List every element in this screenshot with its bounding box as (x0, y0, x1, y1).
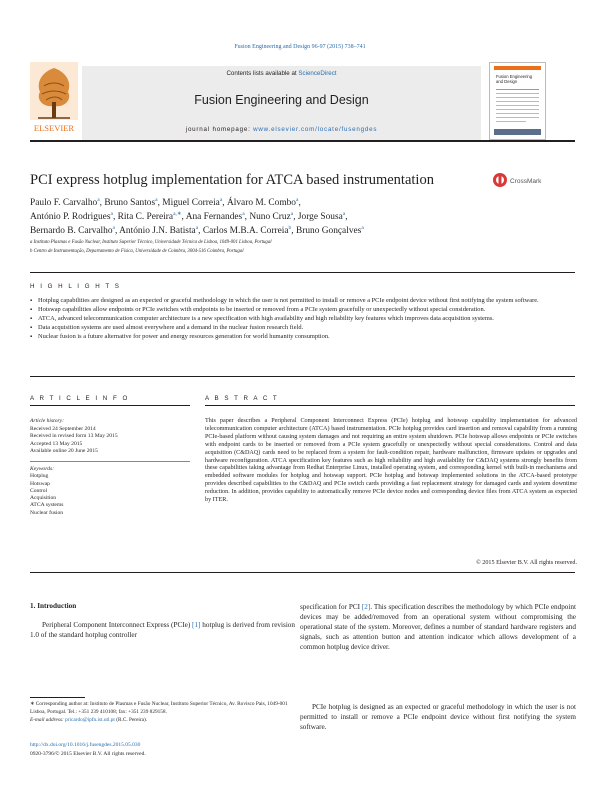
highlight-item: ▪ ATCA, advanced telecommunication computer architecture is a new specification with high availability and high reliability key features which improves data acquisition systems. (30, 315, 562, 324)
affil-marker: a (342, 210, 346, 217)
journal-cover-thumbnail[interactable] (489, 62, 546, 140)
keyword: ATCA systems (30, 502, 64, 509)
author-list (30, 196, 500, 238)
affiliation-a: a Instituto Plasmas e Fusão Nuclear, Instituto Superior Técnico, Universidade Técnica de Lisboa, 1049-001 Lisboa, Portugal (30, 240, 272, 245)
abstract-rule (205, 405, 575, 406)
history-item: Received 24 September 2014 (30, 425, 96, 432)
history-item: Received in revised form 13 May 2015 (30, 433, 118, 439)
author-name[interactable]: , Jorge Sousa (293, 212, 343, 223)
author-name[interactable]: Bernardo B. Carvalho (30, 226, 113, 237)
homepage-link[interactable]: www.elsevier.com/locate/fusengdes (253, 126, 378, 133)
issn-line: 0920-3796/© 2015 Elsevier B.V. All rights reserved. (30, 751, 146, 757)
highlight-item: ▪ Hotswap capabilities allow endpoints or PCIe switches with endpoints to be inserted or removed from a PCIe system gracefully or unexpectedly without special consideration. (30, 306, 562, 315)
contents-prefix: Contents lists available at (226, 70, 299, 77)
history-item: Accepted 13 May 2015 (30, 440, 83, 447)
affil-marker: a (219, 196, 223, 203)
email-link[interactable]: pricardo@ipfn.ist.utl.pt (65, 716, 115, 723)
elsevier-tree-logo[interactable] (30, 62, 78, 136)
affiliation-b: b Centro de Instrumentação, Departamento de Física, Universidade de Coimbra, 3004-516 Coimbra, Portugal (30, 249, 244, 254)
cover-title-line2: and Design (496, 79, 518, 84)
author-name[interactable]: , Miguel Correia (157, 198, 220, 208)
keyword: Acquisition (30, 495, 57, 502)
article-info-rule (30, 405, 190, 406)
section-heading-introduction: 1. Introduction (30, 602, 77, 610)
footnote-email-line (30, 717, 295, 725)
reference-link[interactable]: [2] (361, 603, 371, 611)
footnote-text: ∗ Corresponding author at: Instituto de Plasmas e Fusão Nuclear, Instituto Superior Técnico, Av. Rovisco Pais, 1049-001 Lisboa, Portugal. Tel.: +351 239 410108; fax: +351 239 829158. (30, 701, 288, 715)
footnote-rule (30, 697, 85, 698)
article-history (30, 418, 190, 456)
history-label: Article history: (30, 418, 65, 424)
journal-citation[interactable]: Fusion Engineering and Design 96-97 (2015) 738–741 (234, 44, 366, 50)
author-name[interactable]: António P. Rodrigues (30, 212, 111, 223)
homepage-prefix: journal homepage: (185, 126, 254, 133)
keyword: Hotplug (30, 473, 49, 480)
journal-cover-image (490, 63, 545, 139)
abstract-heading: A B S T R A C T (205, 395, 279, 402)
author-line (30, 210, 500, 224)
affil-marker: a (110, 210, 113, 217)
author-line (30, 196, 500, 210)
sciencedirect-link[interactable]: ScienceDirect (298, 70, 337, 77)
reference-link[interactable]: [1] (192, 621, 201, 629)
affil-marker: a (242, 210, 245, 217)
keyword: Control (30, 487, 48, 494)
author-name[interactable]: , António J.N. Batista (114, 226, 196, 237)
affil-marker: b (288, 225, 292, 232)
author-sep: , (345, 212, 348, 223)
elsevier-wordmark: ELSEVIER (33, 123, 75, 133)
affil-marker[interactable]: a,∗ (173, 210, 182, 217)
intro-text: hotplug is derived from revision 1.0 of the standard hotplug controller (30, 621, 295, 639)
keyword: Nuclear fusion (30, 509, 64, 516)
keywords-label: Keywords: (30, 466, 55, 472)
journal-homepage (82, 126, 481, 133)
intro-text: specification for PCI (300, 603, 362, 611)
keywords (30, 466, 190, 517)
paper-title: PCI express hotplug implementation for ATCA based instrumentation (30, 172, 434, 188)
affil-marker: a (155, 196, 158, 203)
email-label: E-mail address: (30, 716, 66, 723)
intro-text: Peripheral Component Interconnect Express (PCIe) (42, 621, 193, 629)
email-suffix: (R.C. Pereira). (114, 716, 148, 723)
corresponding-author-footnote (30, 701, 295, 724)
author-name[interactable]: , Bruno Santos (99, 198, 156, 208)
section-rule (30, 572, 575, 573)
masthead-rule (30, 140, 575, 142)
author-name[interactable]: , Ana Fernandes (181, 212, 243, 223)
crossmark-label: CrossMark (510, 178, 542, 185)
author-name[interactable]: , Bruno Gonçalves (291, 226, 362, 237)
highlight-item: ▪ Hotplug capabilities are designed as an expected or graceful methodology in which the user is not permitted to install or remove a PCIe endpoint device without first notifying the system software. (30, 297, 562, 306)
author-sep: , (298, 198, 301, 208)
affil-marker: a (112, 225, 115, 232)
affil-marker: a (195, 225, 199, 232)
highlights-heading: H I G H L I G H T S (30, 283, 121, 290)
highlights-list (30, 297, 562, 342)
affil-marker: a (361, 225, 364, 232)
article-info-heading: A R T I C L E I N F O (30, 395, 130, 402)
keyword: Hotswap (30, 480, 50, 487)
section-rule (30, 272, 575, 273)
highlight-item: ▪ Data acquisition systems are used almost everywhere and a demand in the nuclear fusion research field. (30, 324, 562, 333)
author-name[interactable]: Paulo F. Carvalho (30, 198, 98, 208)
crossmark-badge[interactable] (492, 172, 562, 188)
author-name[interactable]: , Carlos M.B.A. Correia (198, 226, 289, 237)
history-item: Available online 20 June 2015 (30, 448, 98, 454)
affil-marker: a (290, 210, 294, 217)
intro-paragraph (300, 602, 576, 652)
author-name[interactable]: , Nuno Cruz (244, 212, 291, 223)
journal-title: Fusion Engineering and Design (194, 93, 369, 107)
author-name[interactable]: , Álvaro M. Combo (222, 198, 296, 208)
section-rule (30, 376, 575, 377)
highlight-item: ▪ Nuclear fusion is a future alternative for power and energy resources generation for world humanity consumption. (30, 333, 562, 342)
affil-marker: a (97, 196, 100, 203)
journal-masthead (30, 60, 575, 139)
abstract-copyright: © 2015 Elsevier B.V. All rights reserved. (476, 560, 577, 566)
contents-line (82, 70, 481, 77)
affil-marker: a (296, 196, 299, 203)
intro-paragraph (30, 620, 295, 640)
doi-link[interactable]: http://dx.doi.org/10.1016/j.fusengdes.2015.05.030 (30, 742, 141, 748)
cover-title-line1: Fusion Engineering (496, 74, 533, 79)
intro-text: . This specification describes the methodology by which PCIe endpoint devices may be added/removed from an operational system without compromising the operational state of the system. Moreover, defines a number of standard hardware registers and signals, such as attention button and attention indicator which allows development of a common hotplug device driver. (300, 603, 576, 651)
intro-paragraph: PCIe hotplug is designed as an expected or graceful methodology in which the user is not permitted to install or remove a PCIe endpoint device without first notifying the system software. (300, 703, 576, 731)
abstract-text: This paper describes a Peripheral Component Interconnect Express (PCIe) hotplug and hotswap capability implementation for advanced telecommunication computer architecture (ATCA) based instrumentation. PCIe hotplug provides card insertion and removal capability from a running PCIe-based platform without causing system damages and not requiring an entire system shutdown. PCIe hotswap allows endpoints or PCIe switches with endpoint cards to be inserted or removed from a PCIe system gracefully or unexpectedly without special considerations. Control and data acquisition (C&DAQ) cards need to be replaced from a system for fault-condition repair, hardware malfunction, firmware updates or upgrades and hardware reconfiguration. ATCA specification key features such as high reliability and high availability for C&DAQ systems strongly benefits from these capabilities taking advantage from Redhat Enterprise Linux, installed operating system, and corresponding kernel with built-in mechanisms and embedded software modules for hotplug and hotswap support. PCIe hotplug and hotswap implemented solutions in the ATCA-based prototype provides described capabilities to the C&DAQ and PCIe switch cards providing a fast replacement strategy for damaged cards and system downtime reduction. In addition, provides capability to automatically remove PCIe device nodes and corresponding device files from ATCA system as expected by ITER. (205, 418, 577, 504)
author-line (30, 224, 500, 238)
author-name[interactable]: , Rita C. Pereira (112, 212, 174, 223)
